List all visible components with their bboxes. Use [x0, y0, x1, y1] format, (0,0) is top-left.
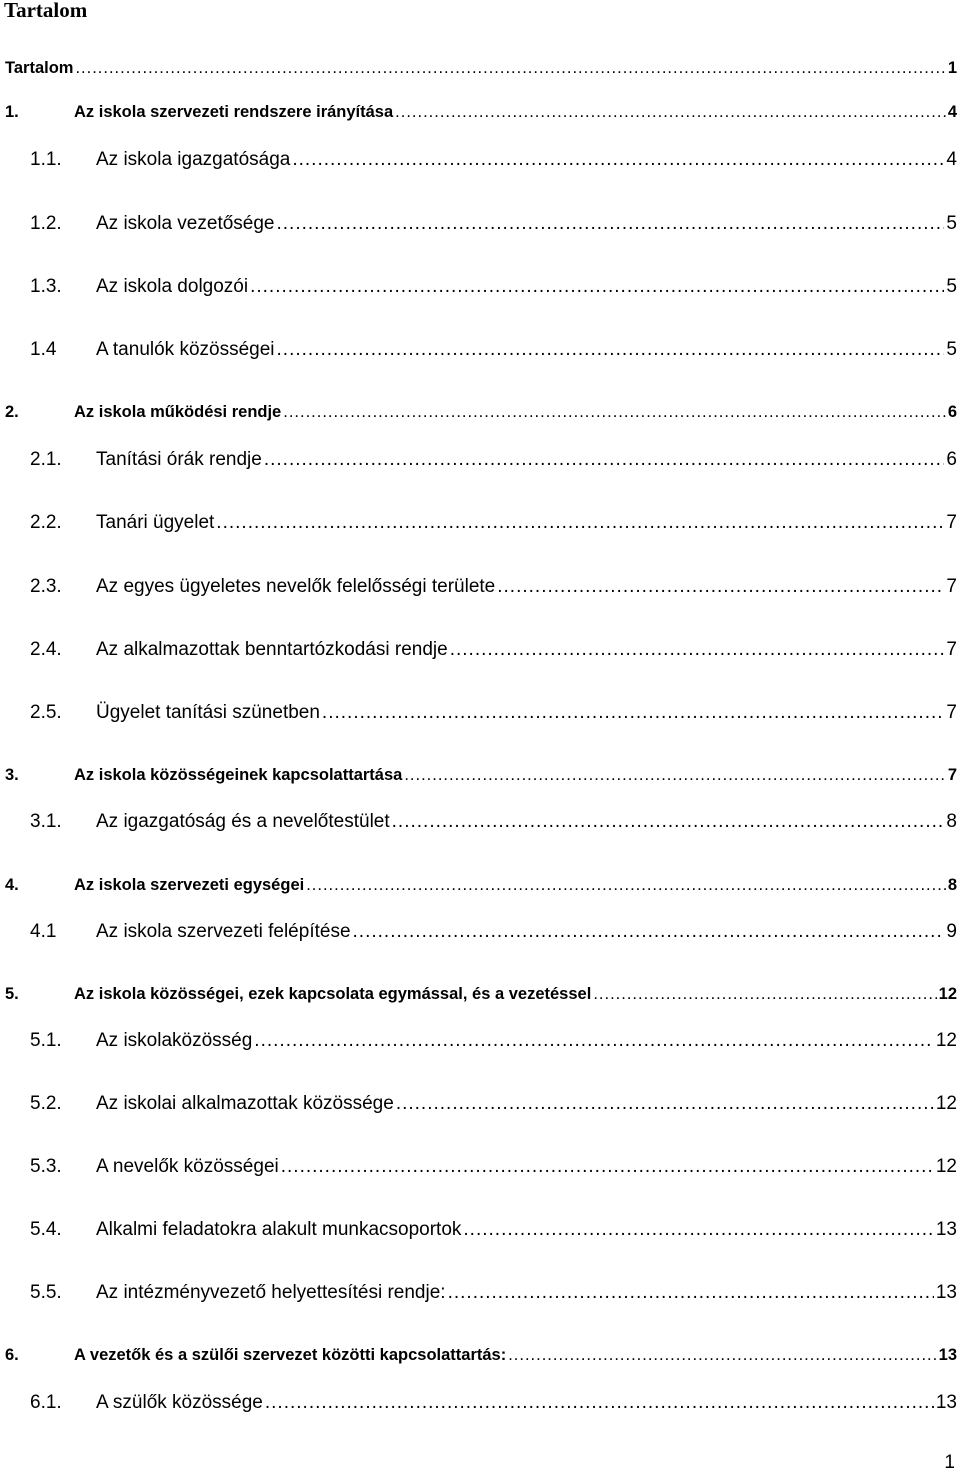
toc-entry[interactable] — [0, 1154, 957, 1180]
toc-entry-page: 6 — [946, 449, 957, 470]
toc-entry-number: 1.2. — [30, 213, 62, 234]
toc-dot-leader — [277, 337, 945, 363]
toc-dot-leader — [497, 574, 944, 600]
toc-dot-leader — [75, 55, 945, 81]
toc-entry-title: Alkalmi feladatokra alakult munkacsoportok — [96, 1219, 462, 1240]
toc-entry[interactable] — [0, 1028, 957, 1054]
toc-dot-leader — [508, 1342, 936, 1368]
toc-entry-page: 8 — [947, 876, 957, 894]
toc-entry-title: Az iskolai alkalmazottak közössége — [96, 1093, 394, 1114]
toc-entry-number: 1.4 — [30, 339, 57, 360]
toc-entry-page: 12 — [935, 1093, 957, 1114]
toc-entry[interactable] — [0, 399, 957, 425]
toc-entry-number: 5. — [5, 985, 19, 1003]
document-heading: Tartalom — [4, 0, 88, 22]
footer-page-number: 1 — [944, 1452, 955, 1473]
toc-entry-number: 1.3. — [30, 276, 62, 297]
toc-entry-page: 4 — [946, 149, 957, 170]
toc-dot-leader — [396, 1091, 934, 1117]
toc-entry-title: Az iskola igazgatósága — [96, 149, 291, 170]
toc-entry-page: 6 — [947, 403, 957, 421]
toc-entry-title: A nevelők közösségei — [96, 1156, 279, 1177]
toc-entry-page: 9 — [946, 921, 957, 942]
toc-entry-page: 12 — [935, 1156, 957, 1177]
toc-entry[interactable] — [0, 1091, 957, 1117]
toc-entry[interactable] — [0, 762, 957, 788]
toc-dot-leader — [254, 1028, 934, 1054]
toc-entry-title: A vezetők és a szülői szervezet közötti kapcsolattartás: — [74, 1346, 507, 1364]
toc-entry[interactable] — [0, 574, 957, 600]
toc-entry[interactable] — [0, 1342, 957, 1368]
toc-entry-page: 5 — [946, 276, 957, 297]
toc-entry-page: 13 — [935, 1392, 957, 1413]
toc-entry-page: 7 — [946, 639, 957, 660]
toc-entry-page: 7 — [946, 702, 957, 723]
toc-entry-page: 8 — [946, 811, 957, 832]
toc-entry-number: 5.1. — [30, 1030, 62, 1051]
toc-dot-leader — [281, 1154, 934, 1180]
toc-entry-page: 5 — [946, 339, 957, 360]
toc-entry[interactable] — [0, 872, 957, 898]
toc-entry-number: 2.1. — [30, 449, 62, 470]
toc-entry-page: 13 — [938, 1346, 957, 1364]
toc-entry-number: 5.3. — [30, 1156, 62, 1177]
toc-entry-number: 5.2. — [30, 1093, 62, 1114]
toc-entry-title: Az intézményvezető helyettesítési rendje: — [96, 1282, 446, 1303]
toc-entry-number: 4.1 — [30, 921, 57, 942]
toc-dot-leader — [448, 1280, 934, 1306]
toc-entry[interactable] — [0, 510, 957, 536]
toc-entry-title: Tanítási órák rendje — [96, 449, 262, 470]
toc-entry-title: Az iskola közösségeinek kapcsolattartása — [74, 766, 403, 784]
toc-dot-leader — [322, 700, 945, 726]
toc-entry-title: Az iskola közösségei, ezek kapcsolata egymással, és a vezetéssel — [74, 985, 592, 1003]
toc-dot-leader — [404, 762, 945, 788]
toc-entry[interactable] — [0, 55, 957, 81]
toc-entry-title: Az alkalmazottak benntartózkodási rendje — [96, 639, 448, 660]
toc-entry[interactable] — [0, 919, 957, 945]
toc-entry-number: 1.1. — [30, 149, 62, 170]
toc-dot-leader — [292, 147, 944, 173]
toc-dot-leader — [250, 274, 944, 300]
toc-entry-number: 6. — [5, 1346, 19, 1364]
toc-entry-page: 5 — [946, 213, 957, 234]
toc-entry[interactable] — [0, 637, 957, 663]
toc-entry-number: 2.3. — [30, 576, 62, 597]
toc-entry-page: 7 — [946, 512, 957, 533]
toc-dot-leader — [265, 1390, 934, 1416]
toc-entry[interactable] — [0, 447, 957, 473]
toc-entry-number: 2. — [5, 403, 19, 421]
toc-dot-leader — [463, 1217, 933, 1243]
toc-entry[interactable] — [0, 981, 957, 1007]
toc-entry-title: Az iskola vezetősége — [96, 213, 275, 234]
toc-entry-title: Az iskola dolgozói — [96, 276, 249, 297]
toc-entry-title: Az iskola szervezeti egységei — [74, 876, 305, 894]
toc-entry-page: 7 — [946, 576, 957, 597]
toc-entry-title: Az igazgatóság és a nevelőtestület — [96, 811, 390, 832]
toc-dot-leader — [593, 981, 936, 1007]
toc-entry-title: A szülők közössége — [96, 1392, 263, 1413]
toc-entry[interactable] — [0, 809, 957, 835]
toc-entry-page: 4 — [947, 103, 957, 121]
toc-entry-page: 7 — [947, 766, 957, 784]
toc-entry-title: Az iskola szervezeti rendszere irányítása — [74, 103, 394, 121]
toc-entry-number: 4. — [5, 876, 19, 894]
toc-entry[interactable] — [0, 337, 957, 363]
toc-entry[interactable] — [0, 1390, 957, 1416]
toc-dot-leader — [264, 447, 945, 473]
toc-entry-title: Tanári ügyelet — [96, 512, 215, 533]
toc-entry-number: 1. — [5, 103, 19, 121]
toc-dot-leader — [395, 99, 946, 125]
toc-dot-leader — [392, 809, 945, 835]
toc-entry[interactable] — [0, 274, 957, 300]
toc-entry-number: 6.1. — [30, 1392, 62, 1413]
toc-entry-number: 5.5. — [30, 1282, 62, 1303]
toc-entry-number: 2.2. — [30, 512, 62, 533]
toc-entry-title: Az iskolaközösség — [96, 1030, 253, 1051]
toc-entry[interactable] — [0, 147, 957, 173]
toc-entry-page: 1 — [947, 59, 957, 77]
toc-entry-title: Tartalom — [5, 59, 74, 77]
toc-entry[interactable] — [0, 99, 957, 125]
toc-entry[interactable] — [0, 1280, 957, 1306]
toc-entry[interactable] — [0, 700, 957, 726]
toc-entry-title: Az iskola szervezeti felépítése — [96, 921, 351, 942]
toc-dot-leader — [450, 637, 945, 663]
toc-entry-title: Ügyelet tanítási szünetben — [96, 702, 320, 723]
toc-dot-leader — [283, 399, 946, 425]
toc-dot-leader — [306, 872, 946, 898]
toc-entry-page: 12 — [935, 1030, 957, 1051]
toc-entry-number: 3. — [5, 766, 19, 784]
toc-entry-number: 5.4. — [30, 1219, 62, 1240]
toc-dot-leader — [216, 510, 944, 536]
toc-entry-number: 2.4. — [30, 639, 62, 660]
toc-entry-page: 13 — [935, 1282, 957, 1303]
toc-entry-page: 13 — [935, 1219, 957, 1240]
toc-entry-page: 12 — [938, 985, 957, 1003]
toc-dot-leader — [277, 211, 945, 237]
toc-entry-number: 3.1. — [30, 811, 62, 832]
toc-entry-title: Az iskola működési rendje — [74, 403, 282, 421]
toc-entry[interactable] — [0, 1217, 957, 1243]
toc-dot-leader — [353, 919, 945, 945]
toc-entry-title: Az egyes ügyeletes nevelők felelősségi területe — [96, 576, 496, 597]
toc-entry-title: A tanulók közösségei — [96, 339, 275, 360]
toc-entry-number: 2.5. — [30, 702, 62, 723]
toc-entry[interactable] — [0, 211, 957, 237]
